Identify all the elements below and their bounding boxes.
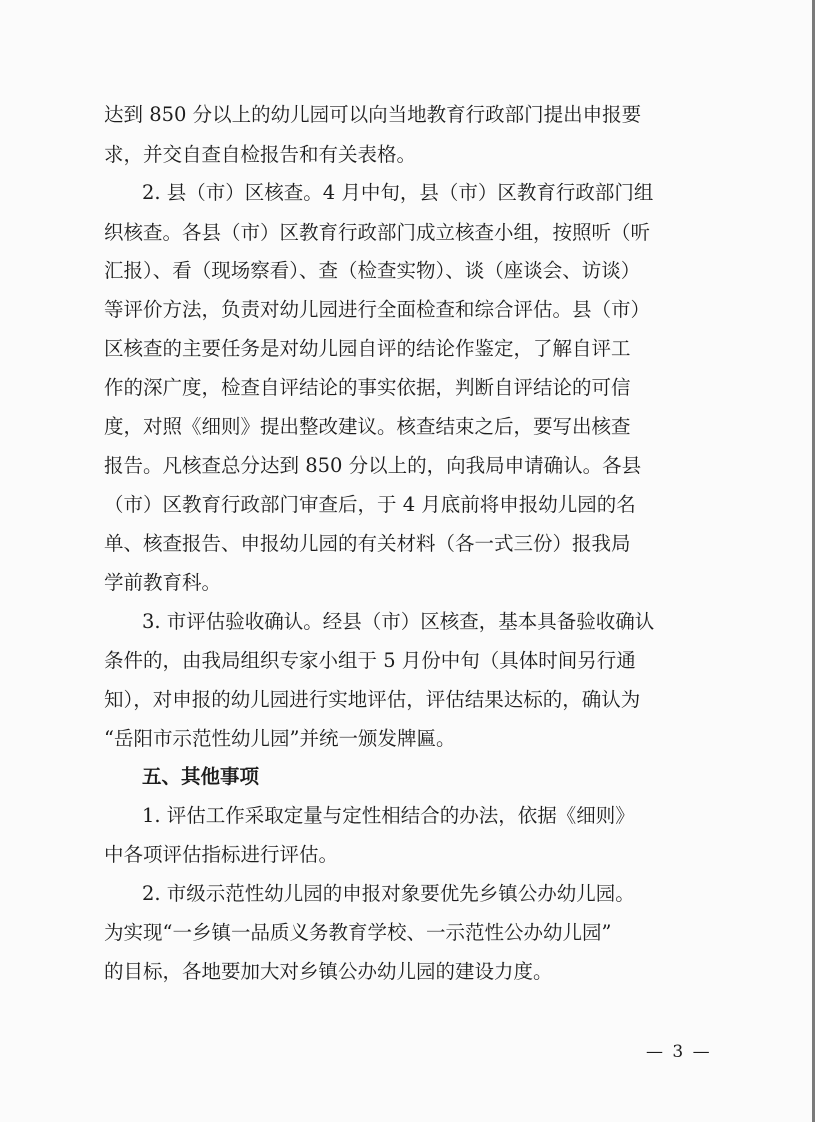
text-line: 的目标，各地要加大对乡镇公办幼儿园的建设力度。 [104,960,553,983]
text-line: 知），对申报的幼儿园进行实地评估，评估结果达标的，确认为 [104,688,641,711]
text-line: 织核查。各县（市）区教育行政部门成立核查小组，按照听（听 [104,221,651,244]
text-line: 汇报）、看（现场察看）、查（检查实物）、谈（座谈会、访谈） [104,259,641,282]
text-line: 学前教育科。 [104,571,222,594]
text-line: 中各项评估指标进行评估。 [104,843,339,866]
text-line: 2. 县（市）区核查。4 月中旬，县（市）区教育行政部门组 [142,181,654,204]
text-line: 2. 市级示范性幼儿园的申报对象要优先乡镇公办幼儿园。 [142,882,635,905]
text-line: 度，对照《细则》提出整改建议。核查结束之后，要写出核查 [104,415,631,438]
text-line: 条件的，由我局组织专家小组于 5 月份中旬（具体时间另行通 [104,649,636,672]
section-heading: 五、其他事项 [142,765,260,788]
page-number: — 3 — [646,1042,712,1062]
text-line: 3. 市评估验收确认。经县（市）区核查，基本具备验收确认 [142,610,655,633]
text-line: 单、核查报告、申报幼儿园的有关材料（各一式三份）报我局 [104,532,631,555]
text-line: 为实现“一乡镇一品质义务教育学校、一示范性公办幼儿园” [104,921,612,944]
text-line: 区核查的主要任务是对幼儿园自评的结论作鉴定，了解自评工 [104,337,631,360]
text-line: 求，并交自查自检报告和有关表格。 [104,143,417,166]
text-line: 达到 850 分以上的幼儿园可以向当地教育行政部门提出申报要 [104,103,642,126]
text-line: 报告。凡核查总分达到 850 分以上的，向我局申请确认。各县 [104,454,642,477]
text-line: 等评价方法，负责对幼儿园进行全面检查和综合评估。县（市） [104,298,651,321]
text-line: “岳阳市示范性幼儿园”并统一颁发牌匾。 [104,727,456,750]
text-line: （市）区教育行政部门审查后，于 4 月底前将申报幼儿园的名 [104,493,636,516]
text-line: 作的深广度，检查自评结论的事实依据，判断自评结论的可信 [104,376,631,399]
text-line: 1. 评估工作采取定量与定性相结合的办法，依据《细则》 [142,804,635,827]
